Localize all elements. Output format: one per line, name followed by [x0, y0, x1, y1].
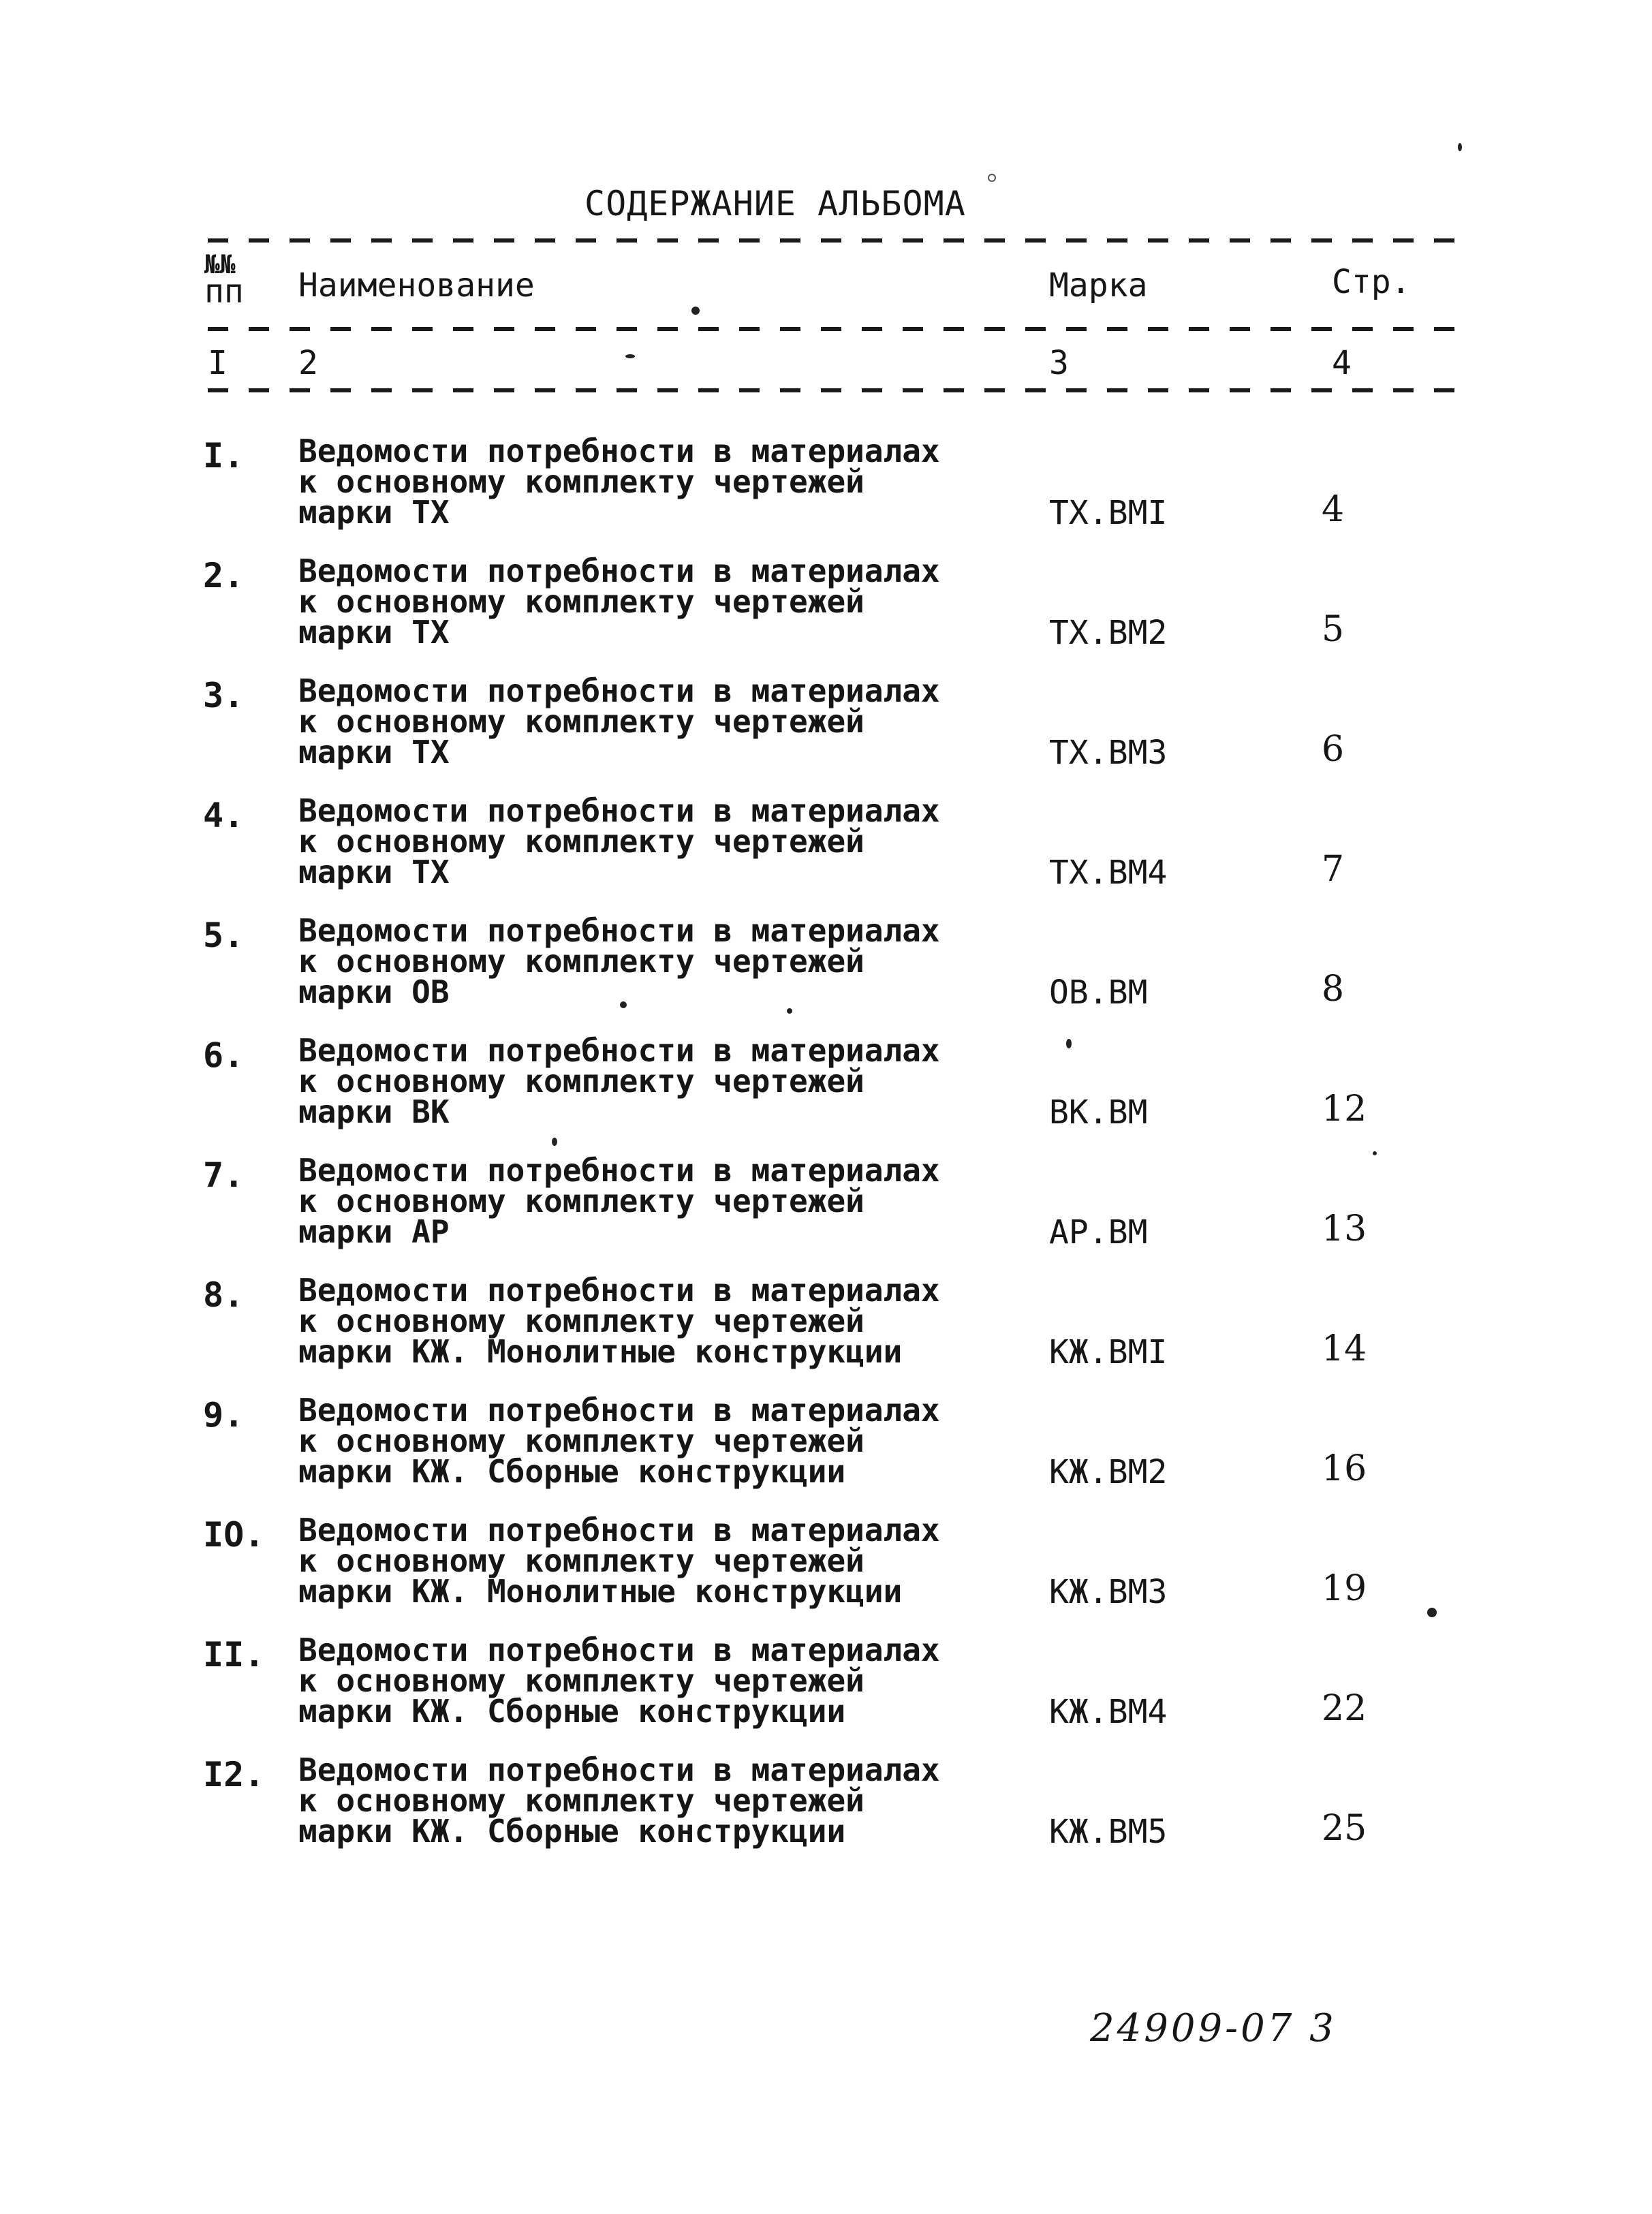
page-title: СОДЕРЖАНИЕ АЛЬБОМА: [585, 184, 966, 223]
row-description-line: Ведомости потребности в материалах: [298, 1032, 940, 1069]
row-description-line: Ведомости потребности в материалах: [298, 433, 940, 469]
row-number: 7.: [203, 1155, 245, 1195]
row-description: [298, 1512, 940, 1610]
row-description-line: марки КЖ. Сборные конструкции: [298, 1693, 846, 1730]
scan-speck: [1373, 1151, 1377, 1155]
row-description-line: Ведомости потребности в материалах: [298, 1632, 940, 1668]
header-number-mark: №№: [204, 249, 236, 279]
row-page: 6: [1322, 729, 1345, 770]
row-description: [298, 433, 940, 531]
document-code: 24909-07 3: [1090, 2006, 1337, 2051]
row-description-line: Ведомости потребности в материалах: [298, 792, 940, 829]
row-mark: ТХ.ВМ4: [1049, 854, 1168, 892]
scan-speck: [1066, 1039, 1072, 1048]
row-description-line: марки ТХ: [298, 614, 450, 651]
header-number: [204, 249, 244, 311]
row-page: 25: [1322, 1808, 1367, 1849]
scan-speck: [988, 174, 996, 182]
scan-speck: [1427, 1608, 1437, 1617]
table-row: [0, 433, 1652, 552]
row-description-line: Ведомости потребности в материалах: [298, 672, 940, 709]
header-name: Наименование: [298, 266, 535, 305]
scan-speck: [620, 1001, 627, 1008]
row-number: IO.: [203, 1515, 265, 1555]
row-description-line: Ведомости потребности в материалах: [298, 1392, 940, 1429]
row-description: [298, 1272, 940, 1370]
table-row: [0, 1632, 1652, 1751]
row-description-line: марки КЖ. Монолитные конструкции: [298, 1573, 903, 1610]
row-mark: ТХ.ВМI: [1049, 494, 1168, 532]
header-number-sub: пп: [204, 272, 244, 311]
table-row: [0, 1392, 1652, 1511]
header-page: Стр.: [1332, 263, 1411, 301]
table-row: [0, 1512, 1652, 1631]
row-mark: АР.ВМ: [1049, 1213, 1148, 1251]
table-row: [0, 672, 1652, 792]
row-description-line: марки КЖ. Сборные конструкции: [298, 1813, 846, 1850]
row-description: [298, 792, 940, 890]
row-description-line: к основному комплекту чертежей: [298, 1662, 864, 1699]
row-page: 7: [1322, 849, 1345, 890]
row-page: 13: [1322, 1209, 1367, 1249]
row-number: 8.: [203, 1275, 245, 1315]
scan-speck: [625, 354, 635, 358]
row-number: 9.: [203, 1395, 245, 1435]
row-mark: КЖ.ВМI: [1049, 1333, 1168, 1371]
row-description: [298, 1392, 940, 1490]
row-description-line: Ведомости потребности в материалах: [298, 1512, 940, 1548]
row-page: 19: [1322, 1568, 1367, 1609]
row-number: I2.: [203, 1755, 265, 1794]
row-description-line: Ведомости потребности в материалах: [298, 1152, 940, 1189]
row-description-line: к основному комплекту чертежей: [298, 943, 864, 980]
row-mark: КЖ.ВМ2: [1049, 1453, 1168, 1491]
table-row: [0, 792, 1652, 911]
row-page: 22: [1322, 1688, 1367, 1729]
row-mark: КЖ.ВМ4: [1049, 1693, 1168, 1731]
row-description-line: марки ТХ: [298, 494, 450, 531]
row-number: 4.: [203, 796, 245, 835]
row-description: [298, 1632, 940, 1730]
scan-speck: [552, 1138, 557, 1146]
row-description: [298, 1032, 940, 1130]
table-row: [0, 912, 1652, 1031]
row-description-line: марки ОВ: [298, 973, 450, 1010]
row-number: I.: [203, 436, 245, 475]
column-number-2: 2: [298, 344, 318, 382]
row-description-line: марки КЖ. Сборные конструкции: [298, 1453, 846, 1490]
row-description: [298, 552, 940, 651]
row-description-line: Ведомости потребности в материалах: [298, 1272, 940, 1309]
row-description-line: к основному комплекту чертежей: [298, 1542, 864, 1579]
row-number: 3.: [203, 676, 245, 715]
row-description-line: марки ВК: [298, 1093, 450, 1130]
scan-speck: [787, 1008, 792, 1014]
table-row: [0, 1152, 1652, 1271]
column-number-3: 3: [1049, 344, 1069, 382]
row-mark: ТХ.ВМ2: [1049, 614, 1168, 652]
row-description-line: марки АР: [298, 1213, 450, 1250]
row-mark: КЖ.ВМ3: [1049, 1573, 1168, 1611]
row-description-line: к основному комплекту чертежей: [298, 703, 864, 740]
row-number: 6.: [203, 1035, 245, 1075]
row-number: 5.: [203, 916, 245, 955]
row-number: 2.: [203, 556, 245, 595]
row-page: 5: [1322, 609, 1345, 650]
column-number-1: I: [208, 344, 228, 382]
row-description: [298, 1751, 940, 1850]
scan-speck: [691, 307, 700, 315]
dashed-rule-header: [208, 327, 1468, 331]
table-row: [0, 1751, 1652, 1871]
row-description-line: к основному комплекту чертежей: [298, 1063, 864, 1100]
dashed-rule-columns: [208, 388, 1468, 392]
table-row: [0, 552, 1652, 672]
row-page: 16: [1322, 1448, 1367, 1489]
row-page: 4: [1322, 489, 1345, 530]
row-description-line: Ведомости потребности в материалах: [298, 1751, 940, 1788]
column-number-4: 4: [1332, 344, 1352, 382]
row-mark: КЖ.ВМ5: [1049, 1813, 1168, 1851]
row-description: [298, 672, 940, 770]
row-description-line: к основному комплекту чертежей: [298, 463, 864, 500]
row-description: [298, 912, 940, 1010]
dashed-rule-top: [208, 238, 1468, 243]
row-description-line: к основному комплекту чертежей: [298, 1422, 864, 1459]
row-description-line: к основному комплекту чертежей: [298, 1183, 864, 1219]
row-description-line: Ведомости потребности в материалах: [298, 912, 940, 949]
row-mark: ОВ.ВМ: [1049, 973, 1148, 1012]
row-description-line: марки КЖ. Монолитные конструкции: [298, 1333, 903, 1370]
row-page: 8: [1322, 969, 1345, 1010]
row-description-line: к основному комплекту чертежей: [298, 1782, 864, 1819]
table-row: [0, 1272, 1652, 1391]
row-description-line: к основному комплекту чертежей: [298, 823, 864, 860]
row-description-line: к основному комплекту чертежей: [298, 1303, 864, 1339]
table-row: [0, 1032, 1652, 1151]
row-description-line: марки ТХ: [298, 854, 450, 890]
row-page: 12: [1322, 1089, 1367, 1129]
row-description: [298, 1152, 940, 1250]
header-mark: Марка: [1049, 266, 1148, 305]
row-description-line: к основному комплекту чертежей: [298, 583, 864, 620]
row-mark: ВК.ВМ: [1049, 1093, 1148, 1132]
row-page: 14: [1322, 1328, 1367, 1369]
row-description-line: Ведомости потребности в материалах: [298, 552, 940, 589]
row-description-line: марки ТХ: [298, 734, 450, 770]
row-number: II.: [203, 1635, 265, 1674]
row-mark: ТХ.ВМ3: [1049, 734, 1168, 772]
scan-speck: [1458, 143, 1462, 151]
